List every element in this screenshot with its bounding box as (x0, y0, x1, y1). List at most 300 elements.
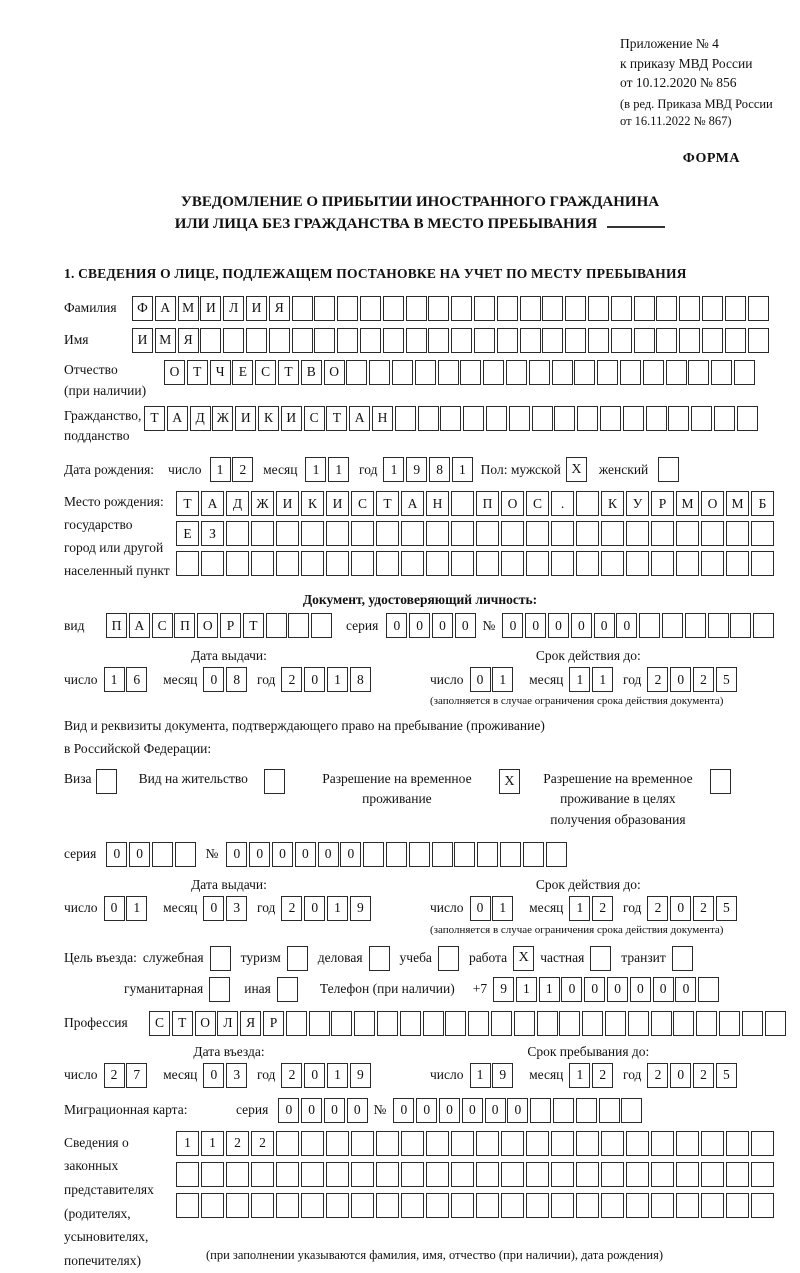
char-cell[interactable]: 2 (251, 1131, 274, 1156)
purpose-other-checkbox[interactable] (277, 977, 298, 1002)
char-cell[interactable] (476, 521, 499, 546)
char-cell[interactable] (451, 491, 474, 516)
char-cell[interactable] (451, 1162, 474, 1187)
char-cell[interactable] (269, 328, 290, 353)
char-cell[interactable]: М (155, 328, 176, 353)
char-cell[interactable] (676, 1162, 699, 1187)
char-cell[interactable] (326, 1162, 349, 1187)
char-cell[interactable]: 0 (594, 613, 615, 638)
char-cell[interactable] (751, 521, 774, 546)
char-cell[interactable]: 0 (226, 842, 247, 867)
char-cell[interactable] (711, 360, 732, 385)
char-cell[interactable]: 2 (647, 1063, 668, 1088)
char-cell[interactable]: И (281, 406, 302, 431)
birth-year-cells[interactable] (383, 457, 474, 482)
char-cell[interactable] (500, 842, 521, 867)
char-cell[interactable] (530, 1098, 551, 1123)
char-cell[interactable] (451, 551, 474, 576)
char-cell[interactable] (526, 1193, 549, 1218)
char-cell[interactable] (600, 406, 621, 431)
surname-cells[interactable] (132, 296, 770, 321)
char-cell[interactable] (714, 406, 735, 431)
char-cell[interactable]: К (301, 491, 324, 516)
char-cell[interactable] (226, 521, 249, 546)
char-cell[interactable] (688, 360, 709, 385)
identity-expiry-month-cells[interactable] (569, 667, 615, 692)
char-cell[interactable]: 1 (210, 457, 231, 482)
char-cell[interactable] (418, 406, 439, 431)
sex-female-checkbox[interactable] (658, 457, 679, 482)
char-cell[interactable] (311, 613, 332, 638)
residence-expiry-day-cells[interactable] (470, 896, 516, 921)
char-cell[interactable]: 1 (470, 1063, 491, 1088)
char-cell[interactable]: А (201, 491, 224, 516)
char-cell[interactable] (726, 1131, 749, 1156)
char-cell[interactable]: У (626, 491, 649, 516)
char-cell[interactable] (588, 328, 609, 353)
char-cell[interactable]: 1 (539, 977, 560, 1002)
char-cell[interactable]: 2 (647, 667, 668, 692)
char-cell[interactable] (651, 1131, 674, 1156)
entry-day-cells[interactable] (104, 1063, 150, 1088)
char-cell[interactable] (301, 521, 324, 546)
identity-expiry-day-cells[interactable] (470, 667, 516, 692)
char-cell[interactable] (468, 1011, 489, 1036)
char-cell[interactable] (576, 1098, 597, 1123)
char-cell[interactable] (676, 521, 699, 546)
char-cell[interactable] (599, 1098, 620, 1123)
char-cell[interactable] (486, 406, 507, 431)
char-cell[interactable] (314, 296, 335, 321)
char-cell[interactable] (376, 521, 399, 546)
char-cell[interactable] (426, 1193, 449, 1218)
char-cell[interactable]: С (526, 491, 549, 516)
char-cell[interactable]: 1 (327, 1063, 348, 1088)
char-cell[interactable] (288, 613, 309, 638)
char-cell[interactable]: 0 (129, 842, 150, 867)
char-cell[interactable] (529, 360, 550, 385)
char-cell[interactable]: 0 (272, 842, 293, 867)
char-cell[interactable] (326, 1193, 349, 1218)
char-cell[interactable]: 0 (278, 1098, 299, 1123)
char-cell[interactable] (251, 1193, 274, 1218)
char-cell[interactable] (401, 551, 424, 576)
char-cell[interactable]: И (276, 491, 299, 516)
char-cell[interactable] (176, 1162, 199, 1187)
residence-issue-year-cells[interactable] (281, 896, 372, 921)
char-cell[interactable]: С (304, 406, 325, 431)
char-cell[interactable] (369, 360, 390, 385)
char-cell[interactable]: Л (217, 1011, 238, 1036)
char-cell[interactable] (401, 1193, 424, 1218)
char-cell[interactable] (351, 1131, 374, 1156)
char-cell[interactable] (497, 296, 518, 321)
char-cell[interactable] (438, 360, 459, 385)
char-cell[interactable] (451, 1131, 474, 1156)
char-cell[interactable] (751, 1162, 774, 1187)
residence-expiry-year-cells[interactable] (647, 896, 738, 921)
char-cell[interactable] (526, 1131, 549, 1156)
char-cell[interactable]: 1 (327, 667, 348, 692)
char-cell[interactable] (406, 296, 427, 321)
char-cell[interactable]: Р (263, 1011, 284, 1036)
char-cell[interactable] (276, 551, 299, 576)
char-cell[interactable]: 0 (485, 1098, 506, 1123)
char-cell[interactable]: 0 (340, 842, 361, 867)
char-cell[interactable]: Р (651, 491, 674, 516)
char-cell[interactable]: И (132, 328, 153, 353)
char-cell[interactable]: И (246, 296, 267, 321)
char-cell[interactable] (597, 360, 618, 385)
char-cell[interactable] (726, 1193, 749, 1218)
char-cell[interactable] (360, 328, 381, 353)
char-cell[interactable] (176, 551, 199, 576)
char-cell[interactable]: 1 (176, 1131, 199, 1156)
char-cell[interactable] (532, 406, 553, 431)
char-cell[interactable] (426, 1162, 449, 1187)
char-cell[interactable] (445, 1011, 466, 1036)
char-cell[interactable]: М (726, 491, 749, 516)
char-cell[interactable]: Т (278, 360, 299, 385)
char-cell[interactable] (696, 1011, 717, 1036)
char-cell[interactable] (601, 1162, 624, 1187)
given-name-cells[interactable] (132, 328, 770, 353)
birth-place-cells-row3[interactable] (176, 551, 776, 576)
char-cell[interactable] (708, 613, 729, 638)
char-cell[interactable] (491, 1011, 512, 1036)
char-cell[interactable]: 8 (226, 667, 247, 692)
char-cell[interactable] (526, 551, 549, 576)
char-cell[interactable] (605, 1011, 626, 1036)
stay-month-cells[interactable] (569, 1063, 615, 1088)
char-cell[interactable]: 0 (455, 613, 476, 638)
char-cell[interactable] (501, 521, 524, 546)
char-cell[interactable]: 0 (416, 1098, 437, 1123)
char-cell[interactable]: 0 (347, 1098, 368, 1123)
char-cell[interactable]: 0 (561, 977, 582, 1002)
residence-issue-month-cells[interactable] (203, 896, 249, 921)
char-cell[interactable]: Ч (210, 360, 231, 385)
char-cell[interactable] (292, 328, 313, 353)
char-cell[interactable] (639, 613, 660, 638)
char-cell[interactable] (601, 1131, 624, 1156)
char-cell[interactable]: 0 (470, 667, 491, 692)
char-cell[interactable]: 0 (295, 842, 316, 867)
char-cell[interactable]: 6 (126, 667, 147, 692)
char-cell[interactable] (251, 521, 274, 546)
char-cell[interactable]: 0 (439, 1098, 460, 1123)
char-cell[interactable]: Ж (212, 406, 233, 431)
char-cell[interactable] (152, 842, 173, 867)
char-cell[interactable] (552, 360, 573, 385)
stay-day-cells[interactable] (470, 1063, 516, 1088)
char-cell[interactable]: О (701, 491, 724, 516)
char-cell[interactable] (460, 360, 481, 385)
char-cell[interactable]: Д (190, 406, 211, 431)
char-cell[interactable]: 0 (525, 613, 546, 638)
char-cell[interactable]: Я (269, 296, 290, 321)
char-cell[interactable] (476, 1193, 499, 1218)
char-cell[interactable] (386, 842, 407, 867)
migration-series-cells[interactable] (278, 1098, 369, 1123)
purpose-tourism-checkbox[interactable] (287, 946, 308, 971)
purpose-study-checkbox[interactable] (438, 946, 459, 971)
char-cell[interactable] (392, 360, 413, 385)
char-cell[interactable] (651, 1162, 674, 1187)
char-cell[interactable] (406, 328, 427, 353)
char-cell[interactable] (251, 1162, 274, 1187)
char-cell[interactable] (651, 551, 674, 576)
char-cell[interactable] (651, 521, 674, 546)
char-cell[interactable]: Е (232, 360, 253, 385)
purpose-official-checkbox[interactable] (210, 946, 231, 971)
char-cell[interactable]: А (401, 491, 424, 516)
char-cell[interactable] (201, 1193, 224, 1218)
char-cell[interactable]: О (324, 360, 345, 385)
char-cell[interactable]: 1 (516, 977, 537, 1002)
char-cell[interactable] (400, 1011, 421, 1036)
char-cell[interactable] (432, 842, 453, 867)
char-cell[interactable] (676, 1193, 699, 1218)
residence-permit-checkbox[interactable] (264, 769, 285, 794)
phone-cells[interactable] (493, 977, 721, 1002)
char-cell[interactable]: О (501, 491, 524, 516)
char-cell[interactable] (309, 1011, 330, 1036)
char-cell[interactable]: 3 (226, 1063, 247, 1088)
char-cell[interactable] (383, 328, 404, 353)
legal-reps-cells-row2[interactable] (176, 1162, 776, 1187)
char-cell[interactable]: С (351, 491, 374, 516)
char-cell[interactable] (551, 551, 574, 576)
char-cell[interactable]: 9 (492, 1063, 513, 1088)
char-cell[interactable] (377, 1011, 398, 1036)
char-cell[interactable] (426, 1131, 449, 1156)
char-cell[interactable] (301, 1162, 324, 1187)
char-cell[interactable] (501, 551, 524, 576)
char-cell[interactable]: М (676, 491, 699, 516)
char-cell[interactable]: 0 (432, 613, 453, 638)
char-cell[interactable]: 0 (462, 1098, 483, 1123)
char-cell[interactable] (691, 406, 712, 431)
char-cell[interactable] (646, 406, 667, 431)
char-cell[interactable] (326, 521, 349, 546)
char-cell[interactable]: 0 (104, 896, 125, 921)
entry-month-cells[interactable] (203, 1063, 249, 1088)
char-cell[interactable] (726, 1162, 749, 1187)
char-cell[interactable] (276, 1131, 299, 1156)
char-cell[interactable]: Ж (251, 491, 274, 516)
char-cell[interactable]: К (258, 406, 279, 431)
char-cell[interactable] (702, 328, 723, 353)
char-cell[interactable] (520, 328, 541, 353)
char-cell[interactable]: 1 (126, 896, 147, 921)
char-cell[interactable]: 2 (592, 896, 613, 921)
char-cell[interactable] (651, 1011, 672, 1036)
char-cell[interactable] (626, 551, 649, 576)
char-cell[interactable] (765, 1011, 786, 1036)
char-cell[interactable]: Т (243, 613, 264, 638)
char-cell[interactable] (401, 521, 424, 546)
residence-number-cells[interactable] (226, 842, 568, 867)
char-cell[interactable]: 1 (305, 457, 326, 482)
char-cell[interactable] (679, 296, 700, 321)
char-cell[interactable] (226, 1162, 249, 1187)
migration-number-cells[interactable] (393, 1098, 644, 1123)
char-cell[interactable] (523, 842, 544, 867)
char-cell[interactable]: 9 (406, 457, 427, 482)
char-cell[interactable] (748, 296, 769, 321)
char-cell[interactable]: С (152, 613, 173, 638)
char-cell[interactable] (376, 1131, 399, 1156)
char-cell[interactable] (611, 296, 632, 321)
char-cell[interactable]: М (178, 296, 199, 321)
char-cell[interactable] (565, 328, 586, 353)
char-cell[interactable] (634, 328, 655, 353)
char-cell[interactable]: А (349, 406, 370, 431)
char-cell[interactable] (292, 296, 313, 321)
char-cell[interactable]: 2 (281, 1063, 302, 1088)
char-cell[interactable] (428, 328, 449, 353)
char-cell[interactable]: 3 (226, 896, 247, 921)
char-cell[interactable]: 8 (350, 667, 371, 692)
birth-place-cells-row1[interactable] (176, 491, 776, 516)
char-cell[interactable]: 2 (232, 457, 253, 482)
purpose-business-checkbox[interactable] (369, 946, 390, 971)
char-cell[interactable]: 2 (226, 1131, 249, 1156)
char-cell[interactable] (476, 551, 499, 576)
char-cell[interactable] (551, 1193, 574, 1218)
char-cell[interactable] (626, 1193, 649, 1218)
char-cell[interactable]: 2 (693, 667, 714, 692)
identity-kind-cells[interactable] (106, 613, 334, 638)
purpose-private-checkbox[interactable] (590, 946, 611, 971)
char-cell[interactable] (701, 521, 724, 546)
char-cell[interactable] (726, 551, 749, 576)
char-cell[interactable]: С (149, 1011, 170, 1036)
char-cell[interactable] (737, 406, 758, 431)
char-cell[interactable] (751, 1193, 774, 1218)
sex-male-checkbox[interactable]: X (566, 457, 587, 482)
char-cell[interactable] (537, 1011, 558, 1036)
char-cell[interactable]: 0 (653, 977, 674, 1002)
char-cell[interactable]: Л (223, 296, 244, 321)
birth-month-cells[interactable] (305, 457, 351, 482)
char-cell[interactable]: В (301, 360, 322, 385)
char-cell[interactable]: 0 (409, 613, 430, 638)
char-cell[interactable]: П (476, 491, 499, 516)
char-cell[interactable] (509, 406, 530, 431)
char-cell[interactable]: И (235, 406, 256, 431)
patronymic-cells[interactable] (164, 360, 757, 385)
birth-day-cells[interactable] (210, 457, 256, 482)
char-cell[interactable] (601, 521, 624, 546)
char-cell[interactable] (483, 360, 504, 385)
char-cell[interactable] (551, 521, 574, 546)
char-cell[interactable]: 0 (507, 1098, 528, 1123)
char-cell[interactable] (751, 1131, 774, 1156)
char-cell[interactable]: Т (172, 1011, 193, 1036)
char-cell[interactable]: Р (220, 613, 241, 638)
char-cell[interactable]: Б (751, 491, 774, 516)
char-cell[interactable]: Т (376, 491, 399, 516)
char-cell[interactable] (286, 1011, 307, 1036)
char-cell[interactable] (576, 1193, 599, 1218)
char-cell[interactable] (376, 1162, 399, 1187)
char-cell[interactable]: 5 (716, 896, 737, 921)
char-cell[interactable] (551, 1131, 574, 1156)
char-cell[interactable] (634, 296, 655, 321)
char-cell[interactable]: П (174, 613, 195, 638)
char-cell[interactable] (363, 842, 384, 867)
char-cell[interactable] (656, 296, 677, 321)
citizenship-cells[interactable] (144, 406, 760, 431)
char-cell[interactable]: О (195, 1011, 216, 1036)
profession-cells[interactable] (149, 1011, 787, 1036)
char-cell[interactable] (626, 1162, 649, 1187)
char-cell[interactable]: 0 (670, 1063, 691, 1088)
char-cell[interactable] (301, 1131, 324, 1156)
char-cell[interactable] (730, 613, 751, 638)
char-cell[interactable]: 1 (492, 667, 513, 692)
char-cell[interactable] (742, 1011, 763, 1036)
char-cell[interactable] (401, 1131, 424, 1156)
char-cell[interactable]: Д (226, 491, 249, 516)
char-cell[interactable] (360, 296, 381, 321)
char-cell[interactable]: 0 (548, 613, 569, 638)
char-cell[interactable] (474, 296, 495, 321)
char-cell[interactable]: А (155, 296, 176, 321)
char-cell[interactable]: И (200, 296, 221, 321)
char-cell[interactable]: 0 (670, 667, 691, 692)
char-cell[interactable] (501, 1193, 524, 1218)
char-cell[interactable] (454, 842, 475, 867)
char-cell[interactable]: 2 (693, 1063, 714, 1088)
char-cell[interactable] (574, 360, 595, 385)
char-cell[interactable] (626, 1131, 649, 1156)
char-cell[interactable]: 1 (452, 457, 473, 482)
char-cell[interactable]: 1 (328, 457, 349, 482)
char-cell[interactable] (337, 296, 358, 321)
char-cell[interactable]: 1 (569, 896, 590, 921)
purpose-transit-checkbox[interactable] (672, 946, 693, 971)
char-cell[interactable]: С (255, 360, 276, 385)
char-cell[interactable] (542, 296, 563, 321)
purpose-work-checkbox[interactable]: X (513, 946, 534, 971)
char-cell[interactable] (301, 1193, 324, 1218)
char-cell[interactable] (662, 613, 683, 638)
char-cell[interactable]: 7 (126, 1063, 147, 1088)
char-cell[interactable] (376, 1193, 399, 1218)
char-cell[interactable]: 2 (592, 1063, 613, 1088)
char-cell[interactable] (415, 360, 436, 385)
char-cell[interactable]: Я (240, 1011, 261, 1036)
char-cell[interactable]: 0 (324, 1098, 345, 1123)
char-cell[interactable]: П (106, 613, 127, 638)
char-cell[interactable] (553, 1098, 574, 1123)
char-cell[interactable]: 1 (569, 1063, 590, 1088)
char-cell[interactable] (351, 1193, 374, 1218)
char-cell[interactable]: А (167, 406, 188, 431)
char-cell[interactable]: 2 (281, 896, 302, 921)
char-cell[interactable] (643, 360, 664, 385)
char-cell[interactable] (376, 551, 399, 576)
char-cell[interactable]: 0 (607, 977, 628, 1002)
char-cell[interactable] (576, 1162, 599, 1187)
char-cell[interactable] (542, 328, 563, 353)
char-cell[interactable] (623, 406, 644, 431)
purpose-humanitarian-checkbox[interactable] (209, 977, 230, 1002)
char-cell[interactable] (514, 1011, 535, 1036)
